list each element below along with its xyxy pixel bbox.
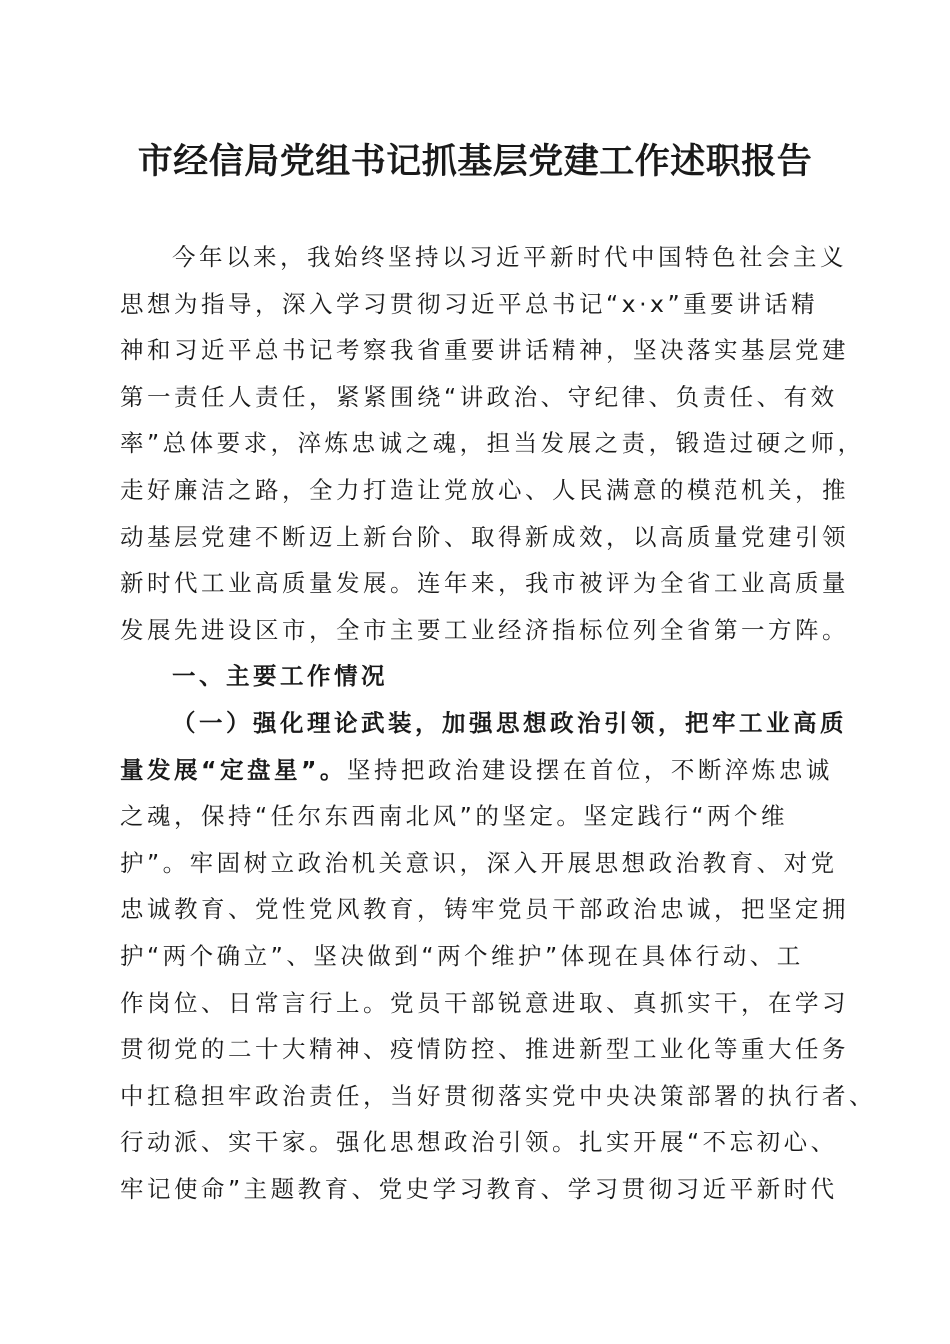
subsection-heading-end: 量发展“定盘星”。 [120,755,347,784]
paragraph-line: 之魂，保持“任尔东西南北风”的坚定。坚定践行“两个维 [120,802,789,831]
paragraph-line: 率”总体要求，淬炼忠诚之魂，担当发展之责，锻造过硬之师， [120,429,865,458]
document-title: 市经信局党组书记抓基层党建工作述职报告 [137,141,813,182]
paragraph-line: 护“两个确立”、坚决做到“两个维护”体现在具体行动、工 [120,941,804,970]
paragraph-line: 今年以来，我始终坚持以习近平新时代中国特色社会主义 [172,243,847,271]
paragraph-line: 行动派、实干家。强化思想政治引领。扎实开展“不忘初心、 [120,1128,838,1157]
section-heading: 一、主要工作情况 [172,662,388,691]
subsection-heading: （一）强化理论武装，加强思想政治引领，把牢工业高质 [172,708,847,737]
paragraph-line: 作岗位、日常言行上。党员干部锐意进取、真抓实干，在学习 [120,988,849,1017]
paragraph-line: 护”。牢固树立政治机关意识，深入开展思想政治教育、对党 [120,848,838,877]
paragraph-line: 中扛稳担牢政治责任，当好贯彻落实党中央决策部署的执行者、 [120,1081,876,1110]
paragraph-line: 思想为指导，深入学习贯彻习近平总书记“x·x”重要讲话精 [120,289,819,318]
paragraph-line: 新时代工业高质量发展。连年来，我市被评为全省工业高质量 [120,569,849,598]
paragraph-line: 第一责任人责任，紧紧围绕“讲政治、守纪律、负责任、有效 [120,382,838,411]
paragraph-line: 贯彻党的二十大精神、疫情防控、推进新型工业化等重大任务 [120,1035,849,1064]
paragraph-line: 动基层党建不断迈上新台阶、取得新成效，以高质量党建引领 [120,522,849,551]
paragraph-line-mixed [120,747,833,794]
paragraph-line: 发展先进设区市，全市主要工业经济指标位列全省第一方阵。 [120,615,849,644]
paragraph-text: 坚持把政治建设摆在首位，不断淬炼忠诚 [346,755,833,784]
paragraph-line: 忠诚教育、党性党风教育，铸牢党员干部政治忠诚，把坚定拥 [120,895,849,924]
paragraph-line: 神和习近平总书记考察我省重要讲话精神，坚决落实基层党建 [120,336,849,365]
paragraph-line: 牢记使命”主题教育、党史学习教育、学习贯彻习近平新时代 [120,1174,838,1203]
document-body [120,234,876,1212]
paragraph-line: 走好廉洁之路，全力打造让党放心、人民满意的模范机关，推 [120,475,849,504]
